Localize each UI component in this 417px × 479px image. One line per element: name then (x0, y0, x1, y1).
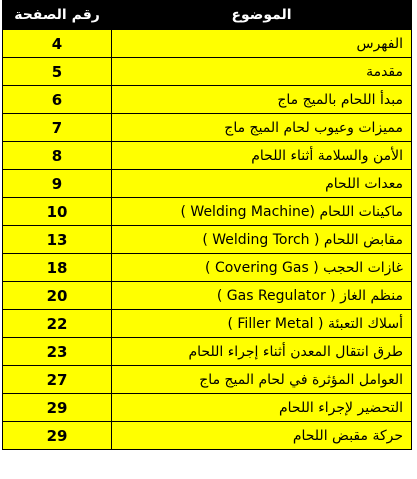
topic-column-header: الموضوع (112, 1, 412, 30)
page-number-cell: 29 (3, 394, 112, 422)
page-number-cell: 6 (3, 86, 112, 114)
table-row (3, 282, 412, 310)
topic-cell: مميزات وعيوب لحام الميج ماج (112, 114, 412, 142)
topic-cell: الفهرس (112, 30, 412, 58)
page-column-header: رقم الصفحة (3, 1, 112, 30)
topic-cell: الأمن والسلامة أثناء اللحام (112, 142, 412, 170)
topic-cell: حركة مقبض اللحام (112, 422, 412, 450)
page-number-cell: 4 (3, 30, 112, 58)
table-row (3, 114, 412, 142)
topic-cell: طرق انتقال المعدن أثناء إجراء اللحام (112, 338, 412, 366)
page-number-cell: 9 (3, 170, 112, 198)
table-row (3, 58, 412, 86)
table-row (3, 198, 412, 226)
table-row (3, 86, 412, 114)
header-row (3, 1, 412, 30)
page-number-cell: 23 (3, 338, 112, 366)
table-of-contents (2, 0, 412, 450)
table-row (3, 310, 412, 338)
table-row (3, 366, 412, 394)
topic-cell: غازات الحجب ( Covering Gas ) (112, 254, 412, 282)
page-number-cell: 7 (3, 114, 112, 142)
table-row (3, 226, 412, 254)
page-number-cell: 20 (3, 282, 112, 310)
page-number-cell: 5 (3, 58, 112, 86)
topic-cell: مقابض اللحام ( Welding Torch ) (112, 226, 412, 254)
page-number-cell: 22 (3, 310, 112, 338)
table-row (3, 394, 412, 422)
topic-cell: منظم الغاز ( Gas Regulator ) (112, 282, 412, 310)
topic-cell: معدات اللحام (112, 170, 412, 198)
table-row (3, 422, 412, 450)
table-row (3, 30, 412, 58)
page-number-cell: 13 (3, 226, 112, 254)
table-row (3, 170, 412, 198)
table-row (3, 142, 412, 170)
page-number-cell: 27 (3, 366, 112, 394)
topic-cell: مقدمة (112, 58, 412, 86)
page-number-cell: 18 (3, 254, 112, 282)
page-number-cell: 10 (3, 198, 112, 226)
table-row (3, 338, 412, 366)
topic-cell: مبدأ اللحام بالميج ماج (112, 86, 412, 114)
topic-cell: العوامل المؤثرة في لحام الميج ماج (112, 366, 412, 394)
page-number-cell: 29 (3, 422, 112, 450)
topic-cell: التحضير لإجراء اللحام (112, 394, 412, 422)
topic-cell: أسلاك التعبئة ( Filler Metal ) (112, 310, 412, 338)
topic-cell: ماكينات اللحام (Welding Machine ) (112, 198, 412, 226)
page-number-cell: 8 (3, 142, 112, 170)
toc-body (3, 30, 412, 450)
table-row (3, 254, 412, 282)
